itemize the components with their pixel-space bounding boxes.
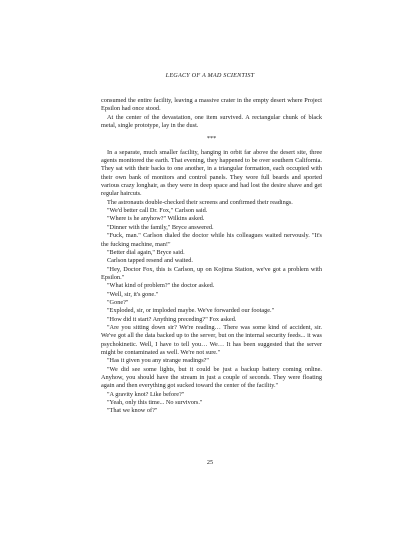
paragraph: "Gone?": [107, 298, 129, 306]
paragraph: "Dinner with the family," Bryce answered.: [107, 223, 214, 231]
paragraph: "What kind of problem?" the doctor asked.: [107, 282, 215, 290]
paragraph: At the center of the devastation, one item survived. A rectangular chunk of black metal, single prototype, lay in the dust.: [101, 113, 322, 130]
body-text: [101, 97, 322, 416]
running-header: LEGACY OF A MAD SCIENTIST: [165, 72, 255, 79]
paragraph: In a separate, much smaller facility, hanging in orbit far above the desert site, three agents monitored the earth. That evening, they happened to be over southern California. They sat with their backs to one another, in a triangular formation, each occupied with their own bank of monitors and control panels. They wore full beards and sported various crazy longhair, as they were in deep space and had lost the desire shave and get regular haircuts.: [101, 148, 322, 198]
paragraph: "How did it start? Anything preceding?" Fox asked.: [107, 315, 237, 323]
paragraph: "Hey, Doctor Fox, this is Carlson, up on Kojima Station, we've got a problem with Epsilon.": [101, 265, 322, 281]
paragraph: "A gravity knot? Like before?": [107, 390, 185, 398]
paragraph: "Well, sir, it's gone.": [107, 290, 159, 298]
paragraph: "Where is he anyhow?" Wilkins asked.: [107, 215, 205, 223]
paragraph: The astronauts double-checked their screens and confirmed their readings.: [107, 198, 293, 206]
paragraph: consumed the entire facility, leaving a massive crater in the empty desert where Project Epsilon had once stood.: [101, 97, 322, 113]
paragraph: "Are you sitting down sir? We're reading… There was some kind of accident, sir. We've got all the data backed up to the server, but on the internal security feeds... it was psychokinetic. Well, I have to tell you… We… It has been suggested that the server might be contaminated as well. We're not sure.": [101, 323, 322, 356]
paragraph: "That we know of?": [107, 407, 158, 415]
scene-break: ***: [206, 135, 217, 143]
paragraph: "Has it given you any strange readings?": [107, 357, 209, 365]
paragraph: "Better dial again," Bryce said.: [107, 248, 185, 256]
paragraph: "Fuck, man." Carlson dialed the doctor while his colleagues waited nervously. "It's the fucking machine, man!": [101, 232, 322, 248]
paragraph: "We did see some lights, but it could be just a backup battery coming online. Anyhow, you should have the stream in just a couple of seconds. They were floating again and then everything got sucked toward the center of the facility.": [101, 365, 322, 390]
paragraph: "Yeah, only this time... No survivors.": [107, 399, 203, 407]
paragraph: "We'd better call Dr. Fox," Carlson said.: [107, 207, 208, 215]
paragraph: "Exploded, sir, or imploded maybe. We've forwarded our footage.": [107, 307, 275, 315]
paragraph: Carlson tapped resend and waited.: [107, 257, 193, 265]
page-number: 25: [206, 459, 214, 466]
